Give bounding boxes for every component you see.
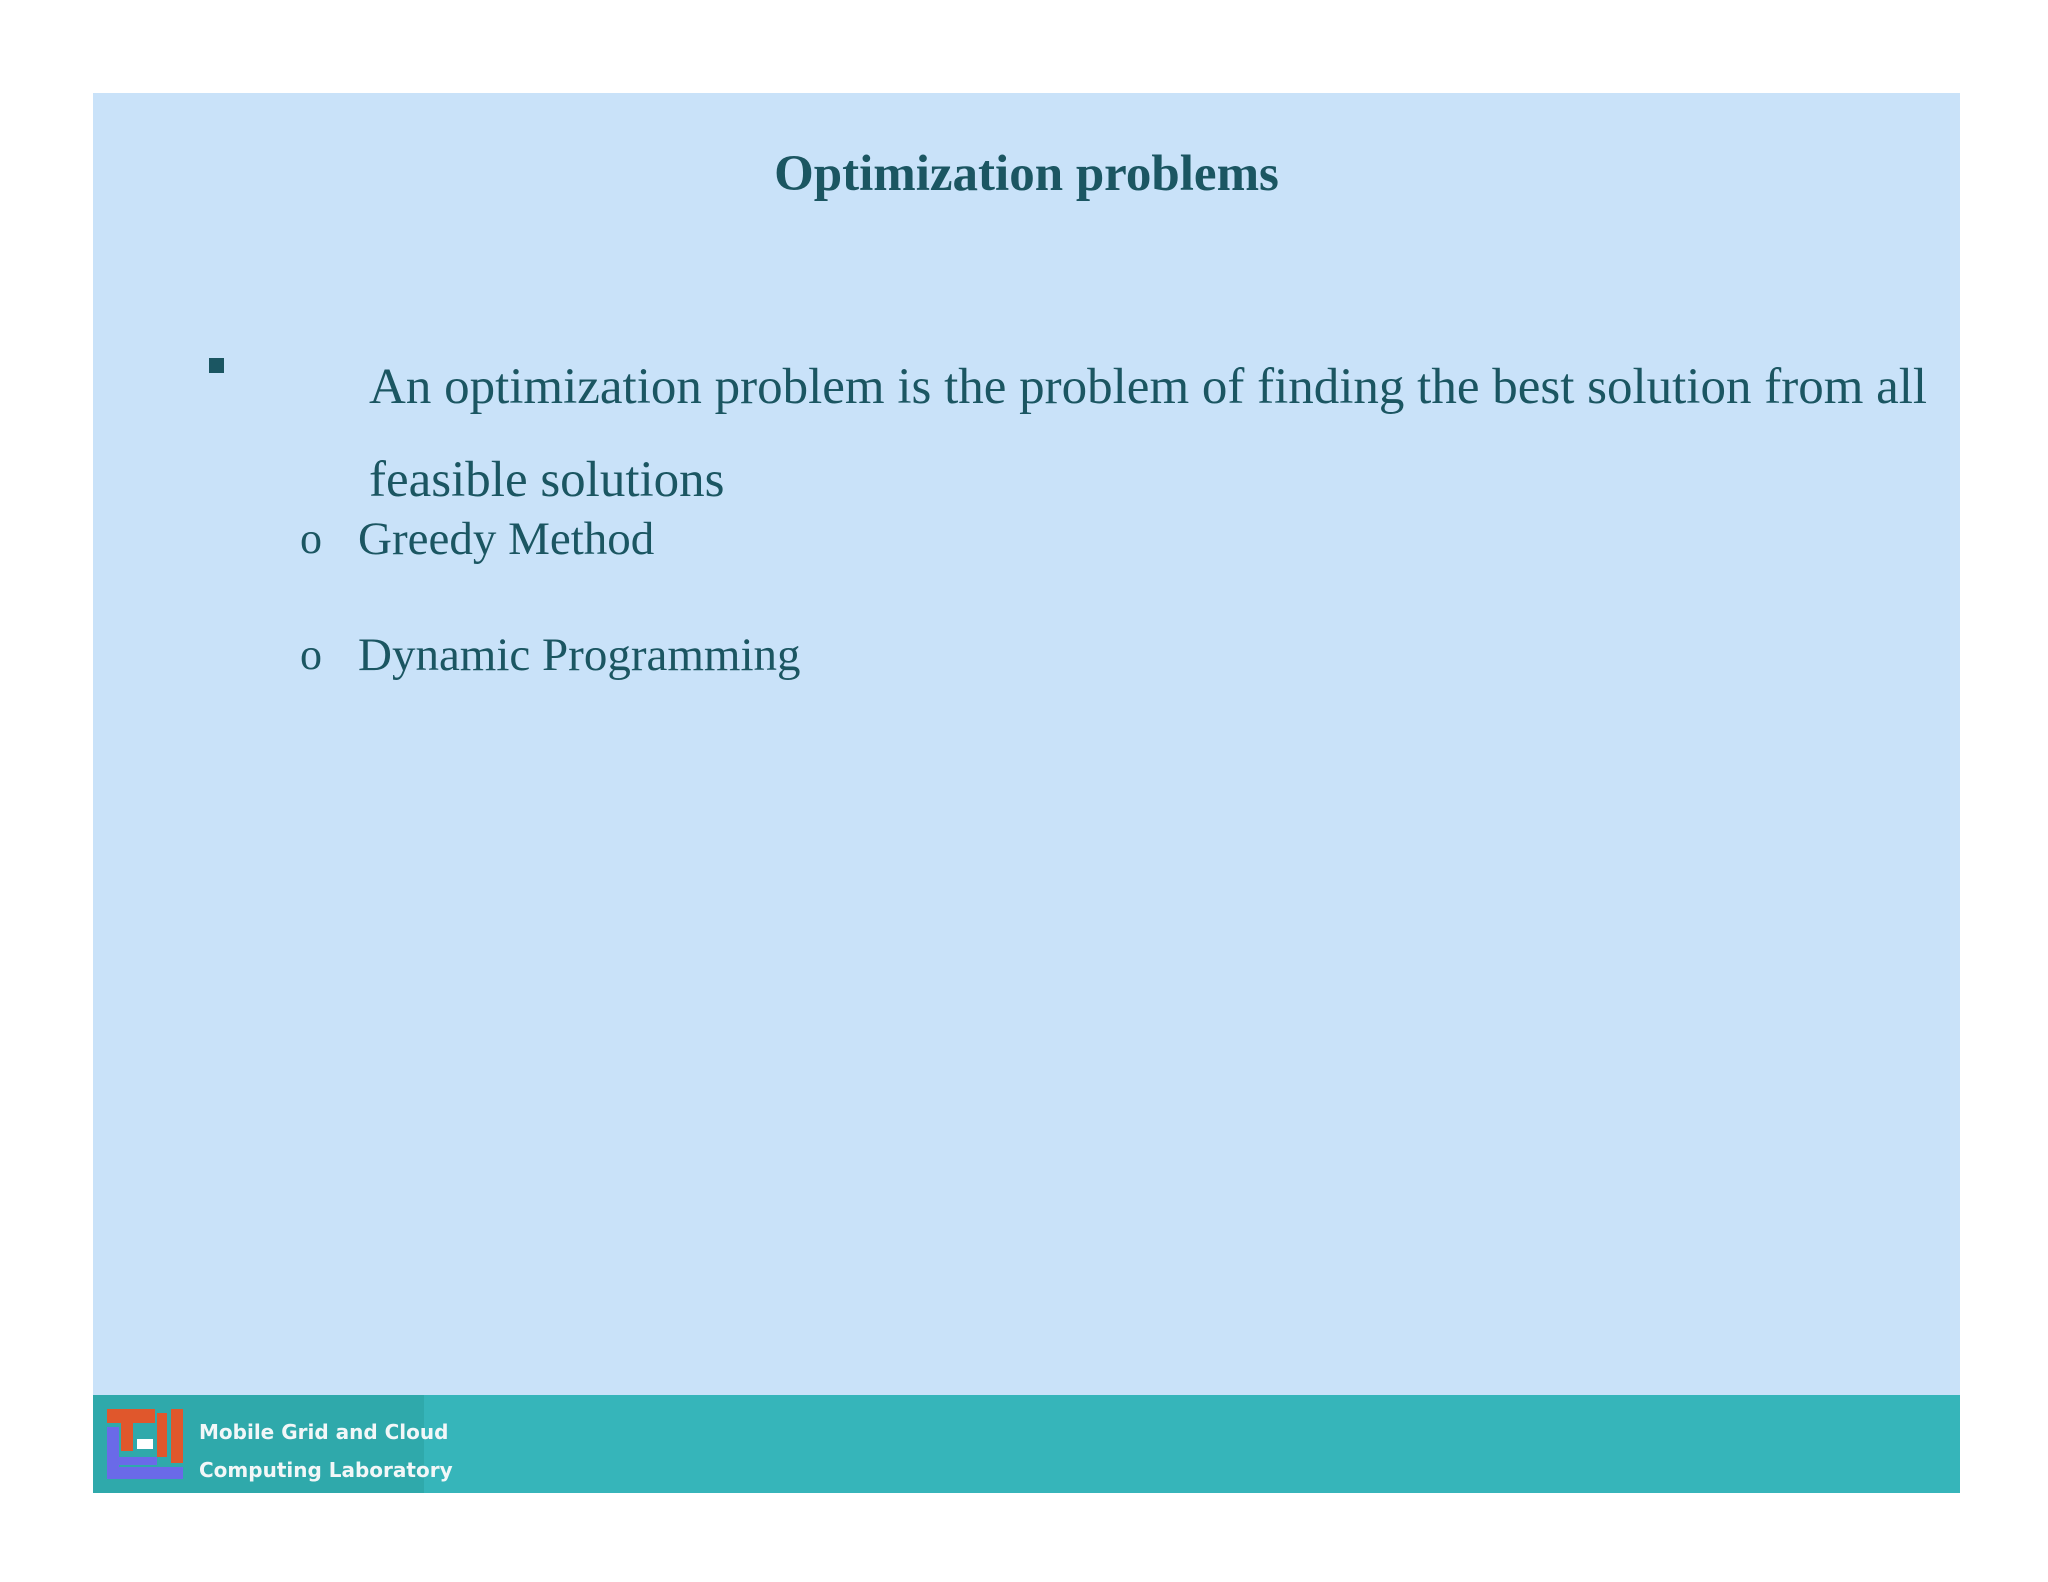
circle-bullet-icon: o bbox=[300, 514, 322, 563]
circle-bullet-icon: o bbox=[300, 630, 322, 679]
lab-name-line-2: Computing Laboratory bbox=[199, 1458, 453, 1482]
sub-bullet-dynamic-programming bbox=[300, 625, 1200, 685]
bullet-text: An optimization problem is the problem of finding the best solution from all feasible solutions bbox=[369, 359, 1928, 508]
slide bbox=[93, 93, 1960, 1493]
slide-title: Optimization problems bbox=[774, 146, 1279, 202]
lab-logo bbox=[93, 1395, 453, 1493]
footer-bar bbox=[93, 1395, 1960, 1493]
sub-bullet-text: Greedy Method bbox=[358, 513, 655, 565]
lab-name-line-1: Mobile Grid and Cloud bbox=[199, 1420, 449, 1444]
sub-bullet-greedy-method bbox=[300, 509, 1200, 569]
lab-logo-icon bbox=[107, 1409, 183, 1479]
sub-bullet-text: Dynamic Programming bbox=[358, 629, 801, 681]
lab-name bbox=[199, 1413, 453, 1489]
square-bullet-icon bbox=[209, 358, 224, 373]
